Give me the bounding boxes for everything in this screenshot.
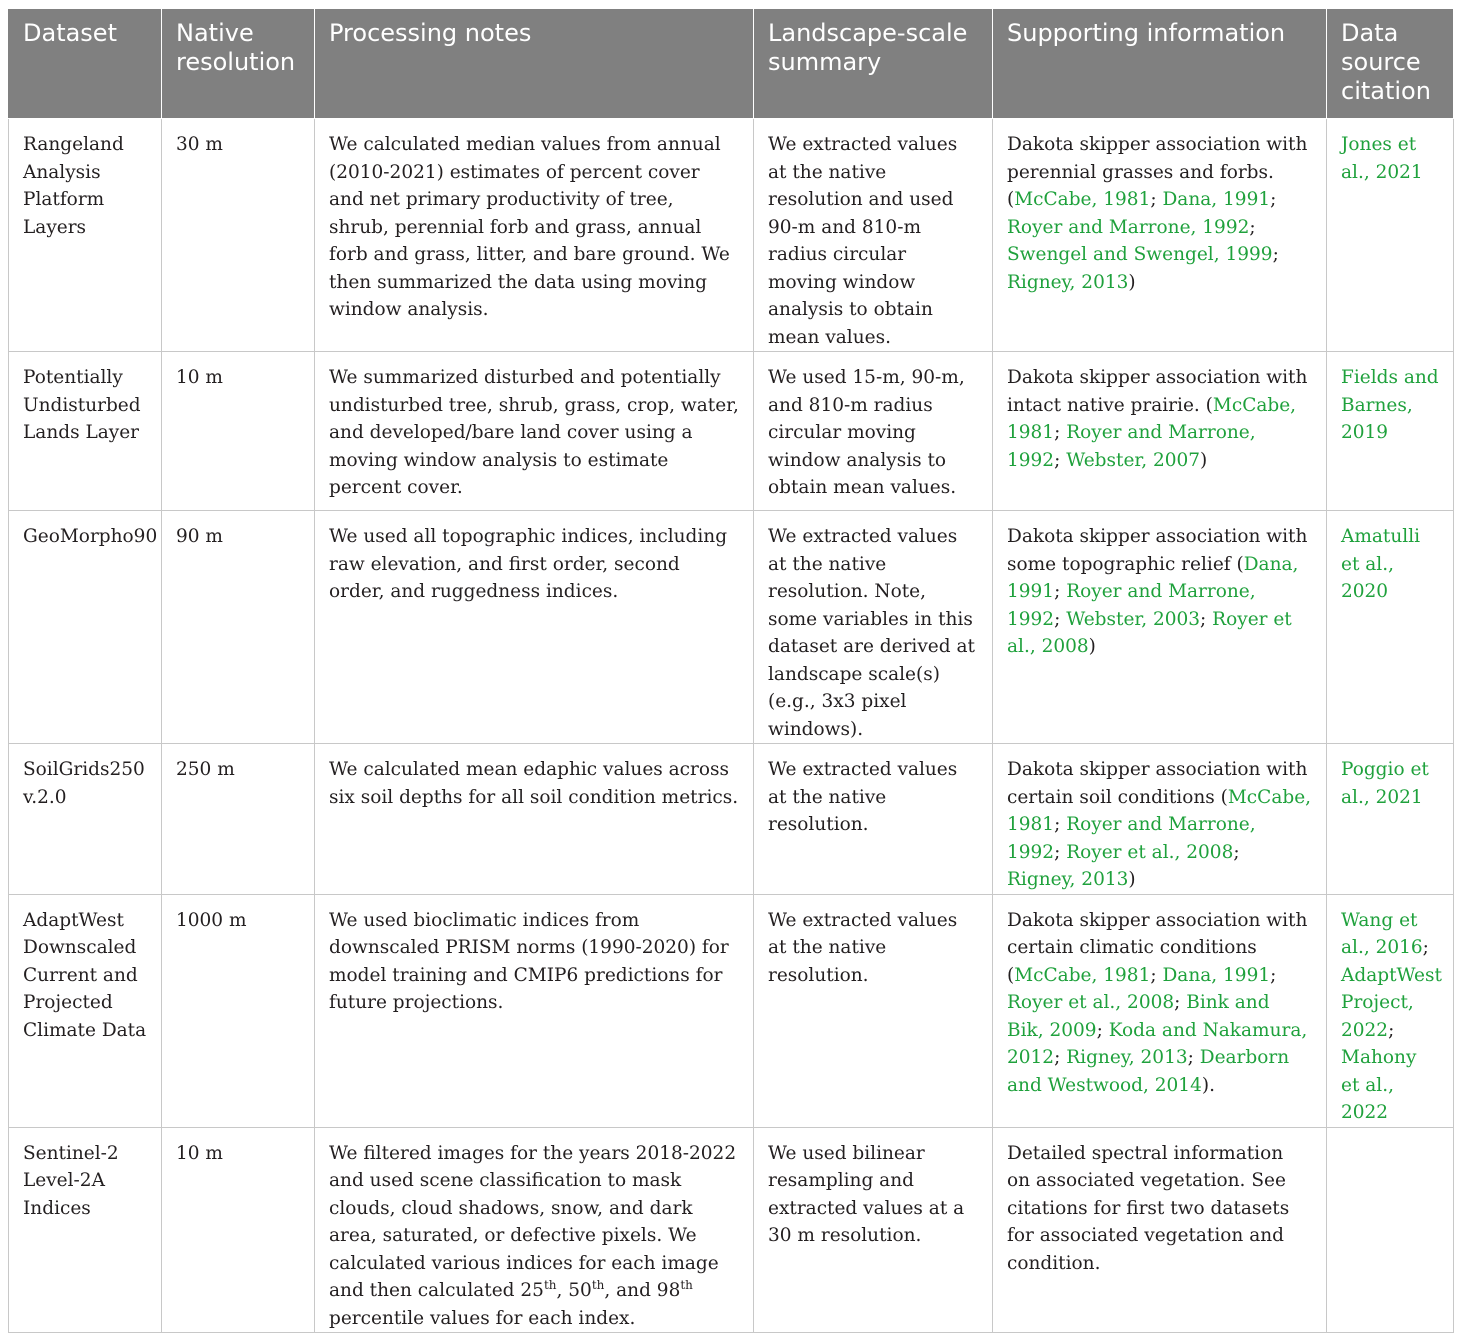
landscape-cell: We extracted values at the native resolution. Note, some variables in this dataset are derived at landscape scale(s) (e.g., 3x3 pixel windows). xyxy=(754,511,993,744)
table-row xyxy=(9,894,1454,1127)
support-text: Dakota skipper association with certain soil conditions xyxy=(1007,759,1308,808)
citation-cell xyxy=(1327,744,1454,895)
resolution-cell: 90 m xyxy=(162,511,315,744)
dataset-cell: Potentially Undisturbed Lands Layer xyxy=(9,352,162,511)
support-text: Dakota skipper association with certain climatic conditions xyxy=(1007,909,1308,958)
landscape-cell: We used 15-m, 90-m, and 810-m radius circular moving window analysis to obtain mean values. xyxy=(754,352,993,511)
citation-cell xyxy=(1327,511,1454,744)
reference-link[interactable]: Bink and Bik, 2009 xyxy=(1007,992,1270,1041)
citation-link[interactable]: Amatulli et al., 2020 xyxy=(1341,526,1421,602)
dataset-cell: AdaptWest Downscaled Current and Projected Climate Data xyxy=(9,894,162,1127)
reference-link[interactable]: Royer et al., 2008 xyxy=(1007,608,1292,657)
citation-link[interactable]: Poggio et al., 2021 xyxy=(1341,759,1429,808)
table-row xyxy=(9,119,1454,352)
processing-cell: We used bioclimatic indices from downscaled PRISM norms (1990-2020) for model training and CMIP6 predictions for future projections. xyxy=(315,894,754,1127)
reference-link[interactable]: Dana, 1991 xyxy=(1162,964,1271,986)
reference-link[interactable]: Webster, 2003 xyxy=(1066,608,1201,630)
citation-link[interactable]: Fields and Barnes, 2019 xyxy=(1341,367,1439,443)
table-row xyxy=(9,352,1454,511)
ordinal-suffix: th xyxy=(591,1277,605,1292)
landscape-cell: We extracted values at the native resolution. xyxy=(754,744,993,895)
header-native-resolution: Native resolution xyxy=(162,9,315,119)
citation-cell xyxy=(1327,119,1454,352)
processing-cell: We used all topographic indices, including raw elevation, and first order, second order, and ruggedness indices. xyxy=(315,511,754,744)
header-supporting-information: Supporting information xyxy=(993,9,1327,119)
processing-cell xyxy=(315,1127,754,1333)
support-cell: Dakota skipper association with intact native prairie. (McCabe, 1981; Royer and Marrone, 1992; Webster, 2007) xyxy=(993,352,1327,511)
reference-link[interactable]: McCabe, 1981 xyxy=(1007,394,1297,443)
header-row xyxy=(9,9,1454,119)
processing-text-b: , 50 xyxy=(556,1280,592,1301)
dataset-cell: SoilGrids250 v.2.0 xyxy=(9,744,162,895)
reference-link[interactable]: Rigney, 2013 xyxy=(1007,869,1129,890)
reference-link[interactable]: Royer and Marrone, 1992 xyxy=(1007,216,1250,238)
reference-link[interactable]: Royer et al., 2008 xyxy=(1007,992,1175,1013)
processing-cell: We summarized disturbed and potentially undisturbed tree, shrub, grass, crop, water, and developed/bare land cover using a moving window analysis to estimate percent cover. xyxy=(315,352,754,511)
table-row xyxy=(9,511,1454,744)
support-text: Dakota skipper association with intact native prairie. xyxy=(1007,367,1308,416)
ordinal-suffix: th xyxy=(680,1277,693,1292)
reference-link[interactable]: Dearborn and Westwood, 2014 xyxy=(1007,1047,1290,1096)
dataset-cell: Sentinel-2 Level-2A Indices xyxy=(9,1127,162,1333)
support-cell: Dakota skipper association with certain soil conditions (McCabe, 1981; Royer and Marrone, 1992; Royer et al., 2008; Rigney, 2013) xyxy=(993,744,1327,895)
citation-cell: Wang et al., 2016; AdaptWest Project, 2022; Mahony et al., 2022 xyxy=(1327,894,1454,1127)
reference-link[interactable]: Rigney, 2013 xyxy=(1066,1047,1188,1068)
landscape-cell: We extracted values at the native resolution and used 90-m and 810-m radius circular moving window analysis to obtain mean values. xyxy=(754,119,993,352)
reference-link[interactable]: Koda and Nakamura, 2012 xyxy=(1007,1019,1308,1068)
reference-link[interactable]: Royer and Marrone, 1992 xyxy=(1007,422,1256,471)
processing-text-a: We filtered images for the years 2018-2022 and used scene classification to mask clouds, cloud shadows, snow, and dark area, saturated, or defective pixels. We calculated various indices for each image and then calculated 25 xyxy=(329,1142,737,1301)
processing-text-c: , and 98 xyxy=(604,1280,681,1301)
reference-link[interactable]: McCabe, 1981 xyxy=(1014,189,1151,210)
resolution-cell: 10 m xyxy=(162,352,315,511)
processing-text-d: percentile values for each index. xyxy=(329,1307,636,1329)
support-text: Dakota skipper association with perennial grasses and forbs. xyxy=(1007,134,1308,183)
reference-link[interactable]: McCabe, 1981 xyxy=(1014,964,1151,986)
landscape-cell: We used bilinear resampling and extracted values at a 30 m resolution. xyxy=(754,1127,993,1333)
citation-cell xyxy=(1327,1127,1454,1333)
support-cell: Detailed spectral information on associated vegetation. See citations for first two datasets for associated vegetation and condition. xyxy=(993,1127,1327,1333)
support-cell: Dakota skipper association with certain climatic conditions (McCabe, 1981; Dana, 1991; Royer et al., 2008; Bink and Bik, 2009; Koda and Nakamura, 2012; Rigney, 2013; Dearborn and Westwood, 2014). xyxy=(993,894,1327,1127)
header-landscape-scale-summary: Landscape-scale summary xyxy=(754,9,993,119)
reference-link[interactable]: Dana, 1991 xyxy=(1007,553,1299,602)
reference-link[interactable]: Webster, 2007 xyxy=(1066,449,1201,471)
table-row xyxy=(9,744,1454,895)
processing-cell: We calculated mean edaphic values across six soil depths for all soil condition metrics. xyxy=(315,744,754,895)
table-row xyxy=(9,1127,1454,1333)
reference-link[interactable]: Royer and Marrone, 1992 xyxy=(1007,814,1256,863)
resolution-cell: 1000 m xyxy=(162,894,315,1127)
support-cell: Dakota skipper association with perennial grasses and forbs. (McCabe, 1981; Dana, 1991; Royer and Marrone, 1992; Swengel and Swengel, 1999; Rigney, 2013) xyxy=(993,119,1327,352)
support-cell: Dakota skipper association with some topographic relief (Dana, 1991; Royer and Marrone, 1992; Webster, 2003; Royer et al., 2008) xyxy=(993,511,1327,744)
resolution-cell: 250 m xyxy=(162,744,315,895)
dataset-cell: Rangeland Analysis Platform Layers xyxy=(9,119,162,352)
citation-link[interactable]: Wang et al., 2016 xyxy=(1341,909,1423,958)
datasets-table xyxy=(8,8,1454,1333)
ordinal-suffix: th xyxy=(543,1277,557,1292)
dataset-cell: GeoMorpho90 xyxy=(9,511,162,744)
resolution-cell: 10 m xyxy=(162,1127,315,1333)
reference-link[interactable]: McCabe, 1981 xyxy=(1007,786,1312,835)
reference-link[interactable]: Royer and Marrone, 1992 xyxy=(1007,581,1256,630)
citation-cell xyxy=(1327,352,1454,511)
resolution-cell: 30 m xyxy=(162,119,315,352)
header-data-source-citation: Data source citation xyxy=(1327,9,1454,119)
reference-link[interactable]: Royer et al., 2008 xyxy=(1066,841,1234,863)
citation-link[interactable]: Mahony et al., 2022 xyxy=(1341,1047,1417,1123)
support-text: Dakota skipper association with some topographic relief xyxy=(1007,526,1308,575)
header-processing-notes: Processing notes xyxy=(315,9,754,119)
landscape-cell: We extracted values at the native resolution. xyxy=(754,894,993,1127)
citation-link[interactable]: Jones et al., 2021 xyxy=(1341,134,1423,183)
reference-link[interactable]: Swengel and Swengel, 1999 xyxy=(1007,244,1273,265)
citation-link[interactable]: AdaptWest Project, 2022 xyxy=(1341,964,1442,1041)
reference-link[interactable]: Dana, 1991 xyxy=(1162,189,1271,210)
header-dataset: Dataset xyxy=(9,9,162,119)
reference-link[interactable]: Rigney, 2013 xyxy=(1007,271,1129,293)
processing-cell: We calculated median values from annual (2010-2021) estimates of percent cover and net primary productivity of tree, shrub, perennial forb and grass, annual forb and grass, litter, and bare ground. We then summarized the data using moving window analysis. xyxy=(315,119,754,352)
